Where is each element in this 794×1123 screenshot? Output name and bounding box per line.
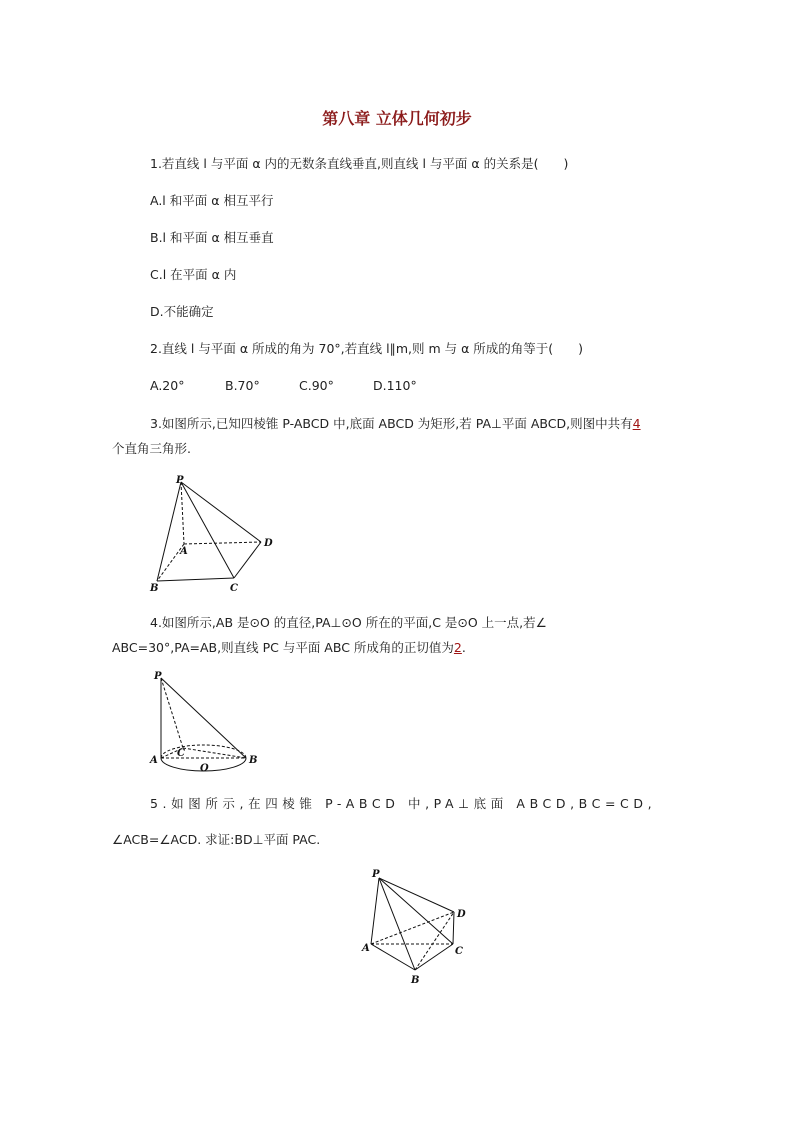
edge-ad <box>371 912 454 944</box>
label-b: B <box>150 583 159 594</box>
diagonal-bd <box>415 912 454 970</box>
q1-stem: 1.若直线 l 与平面 α 内的无数条直线垂直,则直线 l 与平面 α 的关系是( ) <box>150 156 569 171</box>
edge-pc <box>379 878 453 944</box>
q2-option-d: D.110° <box>373 378 417 393</box>
q1-option-d: D.不能确定 <box>150 304 214 319</box>
edge-pa <box>181 482 184 544</box>
q2-stem: 2.直线 l 与平面 α 所成的角为 70°,若直线 l∥m,则 m 与 α 所成的角等于( ) <box>150 341 584 356</box>
label-b: B <box>411 975 420 986</box>
q4-cone-figure <box>145 668 265 776</box>
edge-cd <box>234 542 261 578</box>
label-c: C <box>455 946 463 957</box>
q2-options <box>150 377 417 395</box>
q3-stem-part1: 3.如图所示,已知四棱锥 P-ABCD 中,底面 ABCD 为矩形,若 PA⊥平面 ABCD,则图中共有 <box>150 416 633 431</box>
q3-stem-line1 <box>150 415 641 433</box>
label-p: P <box>154 671 162 682</box>
edge-bc <box>157 578 234 581</box>
edge-ab <box>371 944 415 970</box>
edge-pa <box>371 878 379 944</box>
q3-answer: 4 <box>632 416 641 431</box>
q2-option-c: C.90° <box>299 378 334 393</box>
label-a: A <box>150 755 158 766</box>
q4-stem-part2: ABC=30°,PA=AB,则直线 PC 与平面 ABC 所成角的正切值为 <box>112 640 454 655</box>
label-c: C <box>177 748 185 759</box>
label-p: P <box>372 869 380 880</box>
edge-pd <box>181 482 261 542</box>
q5-stem-part1: 5.如图所示,在四棱锥 P-ABCD 中,PA⊥底面 ABCD,BC=CD, <box>150 796 657 811</box>
q2-option-b: B.70° <box>225 378 260 393</box>
label-a: A <box>362 943 370 954</box>
chapter-title: 第八章 立体几何初步 <box>322 109 472 128</box>
q4-answer: 2 <box>453 640 462 655</box>
edge-bc <box>415 944 453 970</box>
q1-option-b: B.l 和平面 α 相互垂直 <box>150 230 274 245</box>
edge-pc <box>181 482 234 578</box>
edge-pb <box>157 482 181 581</box>
q3-stem-part2: 个直角三角形. <box>112 441 191 456</box>
edge-cd <box>453 912 454 944</box>
q2-option-a: A.20° <box>150 378 185 393</box>
q1-option-c: C.l 在平面 α 内 <box>150 267 237 282</box>
q5-stem-part2: ∠ACB=∠ACD. 求证:BD⊥平面 PAC. <box>112 832 321 847</box>
label-b: B <box>249 755 258 766</box>
label-d: D <box>264 538 273 549</box>
q1-option-a: A.l 和平面 α 相互平行 <box>150 193 274 208</box>
edge-ad <box>184 542 261 544</box>
q4-stem-part1: 4.如图所示,AB 是⊙O 的直径,PA⊥⊙O 所在的平面,C 是⊙O 上一点,若∠ <box>150 615 547 630</box>
label-c: C <box>230 583 238 594</box>
label-a: A <box>180 546 188 557</box>
q4-stem-line2: ABC=30°,PA=AB,则直线 PC 与平面 ABC 所成角的正切值为2. <box>112 640 466 655</box>
q3-pyramid-figure <box>140 472 280 596</box>
q5-pyramid-figure <box>360 866 480 990</box>
label-o: O <box>200 763 209 774</box>
label-p: P <box>176 475 184 486</box>
label-d: D <box>457 909 466 920</box>
